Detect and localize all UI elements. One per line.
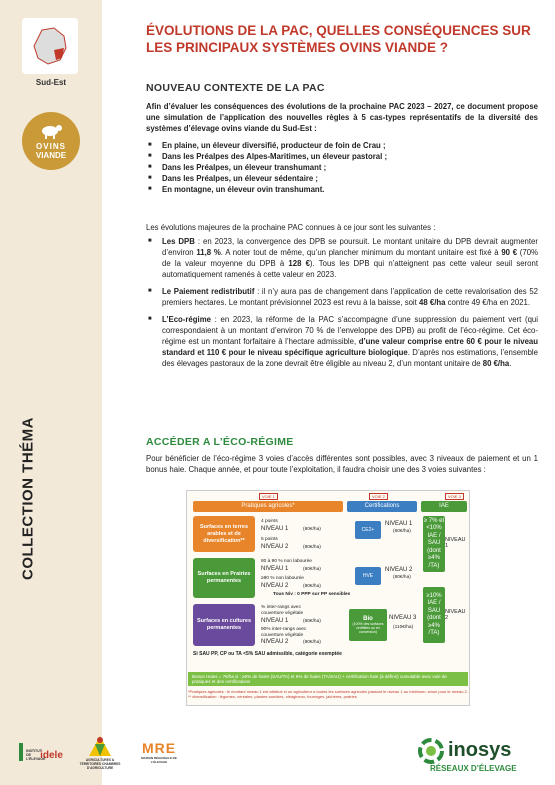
- r1-level1: NIVEAU 1: [261, 526, 289, 532]
- list-item-dpb: [146, 236, 538, 280]
- iae-box-1: ≥ 7% et <10% IAE / SAU (dont ≥4% /TA): [423, 516, 445, 572]
- pr-amount: 48 €/ha: [419, 298, 446, 307]
- cert-level2: NIVEAU 2: [385, 567, 413, 573]
- list-item: ■ En plaine, un éleveur diversifié, producteur de foin de Crau ;: [146, 140, 538, 151]
- r3-label-a: % inter-rangs avec couverture végétale: [261, 605, 304, 616]
- cert-bio-label: Bio: [363, 616, 373, 622]
- list-item: ■ En montagne, un éleveur ovin transhumant.: [146, 184, 538, 195]
- dpb-text: : en 2023, la convergence des DPB se poursuit. Le montant unitaire du DPB devrait augmenter d’environ: [162, 237, 538, 257]
- france-map-logo: [22, 18, 78, 74]
- dpb-pct: 11,8 %: [196, 248, 221, 257]
- collection-label-wrap: [0, 380, 60, 640]
- region-label: Sud-Est: [35, 78, 67, 87]
- page-title: ÉVOLUTIONS DE LA PAC, QUELLES CONSÉQUENCES SUR LES PRINCIPAUX SYSTÈMES OVINS VIANDE ?: [146, 23, 531, 55]
- badge-line1: OVINS: [36, 142, 66, 151]
- r1-level2: NIVEAU 2: [261, 544, 289, 550]
- r3-level1: NIVEAU 1: [261, 618, 289, 624]
- cert-bio: [349, 609, 387, 641]
- voie1-label: VOIE 1: [259, 493, 278, 500]
- chambre-logo-text: AGRICULTURES & TERRITOIRES CHAMBRES D’AGRICULTURE: [79, 758, 121, 770]
- france-map-icon: [28, 24, 72, 68]
- row-prairies: Surfaces en Prairies permanentes: [193, 558, 255, 598]
- voie2-label: VOIE 2: [369, 493, 388, 500]
- iae-level1: NIVEAU 1: [445, 537, 466, 549]
- ovins-viande-badge: [22, 112, 80, 170]
- chambre-agriculture-logo: [76, 730, 124, 774]
- cert-price3: (110€/ha): [393, 625, 414, 630]
- chambre-leaf-icon: [87, 734, 113, 758]
- r2-note: Tous Niv : 0 PPP sur PP sensibles: [273, 592, 351, 597]
- schema-footnote: *Pratiques agricoles : le montant niveau 1 est attribué si un agriculteur a toutes les surfaces agricoles passant le niveau 1 au minimum, sinon pour le niveau 2. ** diversification : légumes, céréales, plantes sarclées, oléagineux, fourrages, jachères, prairies: [188, 689, 468, 699]
- r1-points-a: 4 points: [261, 519, 278, 524]
- collection-label: COLLECTION THÉMA: [19, 417, 37, 580]
- r1-points-b: 5 points: [261, 537, 278, 542]
- list-item-pr: [146, 286, 538, 308]
- r2-level2: NIVEAU 2: [261, 583, 289, 589]
- r3-price2: (80€/ha): [303, 640, 321, 645]
- badge-line2: VIANDE: [35, 151, 67, 160]
- mre-logo-brand: MRE: [141, 740, 177, 756]
- col-head-certifications: Certifications: [347, 501, 417, 512]
- dpb-label: Les DPB: [162, 237, 195, 246]
- pr-label: Le Paiement redistributif: [162, 287, 255, 296]
- section1-intro: Afin d’évaluer les conséquences des évolutions de la prochaine PAC 2023 – 2027, ce document propose une simulation de l’application des nouvelles règles à 5 cas-types représentatifs de la diversité des systèmes d’élevage ovins viande du Sud-Est :: [146, 102, 538, 133]
- iae-box-2: ≥10% IAE / SAU (dont ≥4% /TA): [423, 587, 445, 643]
- pr-text2: contre 49 €/ha en 2021.: [445, 298, 531, 307]
- eco-end: .: [509, 359, 512, 368]
- section1-heading: NOUVEAU CONTEXTE DE LA PAC: [146, 82, 325, 94]
- list-item: ■ Dans les Préalpes, un éleveur sédentaire ;: [146, 173, 538, 184]
- idele-logo: [18, 732, 64, 772]
- pr-text: : il n’y aura pas de changement dans l’application de cette revalorisation des 52 premiers hectares. Le montant prévisionnel 2023 est revu à la baisse, soit: [162, 287, 538, 307]
- eco-text: : en 2023, la réforme de la PAC s’accompagne d’une suppression du paiement vert (qui correspondaient à un montant d’environ 70 % de l’enveloppe des DPB) au profit de l’éco-régime. Cet éco-régime est un montant forfaitaire à l’hectare admissible,: [162, 315, 538, 346]
- voie3-label: VOIE 3: [445, 493, 464, 500]
- section2-heading: ACCÉDER A L’ÉCO-RÉGIME: [146, 436, 294, 448]
- note-sau: Si SAU PP, CP ou TA <5% SAU admissible, catégorie exemptée: [193, 651, 342, 657]
- r2-price2: (80€/ha): [303, 584, 321, 589]
- r1-price2: (80€/ha): [303, 545, 321, 550]
- row-cultures-permanentes: Surfaces en cultures permanentes: [193, 604, 255, 646]
- r2-price1: (60€/ha): [303, 567, 321, 572]
- evolutions-list: [146, 236, 538, 369]
- inosys-sub: RÉSEAUX D’ÉLEVAGE: [430, 763, 517, 773]
- iae-level2: NIVEAU 2: [445, 609, 466, 621]
- dpb-floor: 90 €: [501, 248, 518, 257]
- list-item: ■ Dans les Préalpes, un éleveur transhumant ;: [146, 162, 538, 173]
- cert-price1: (60€/ha): [393, 529, 411, 534]
- dpb-text4: ). Tous les DPB qui n’atteignent pas cette valeur seuil seront automatiquement ramenés à cette valeur en 2023.: [162, 259, 538, 279]
- eco-bold: d’une valeur comprise entre 60 € pour le niveau standard et 110 € pour le niveau spécifique agriculture biologique: [162, 337, 539, 357]
- cert-level3: NIVEAU 3: [389, 615, 417, 621]
- cert-ce2: CE2+: [355, 521, 381, 539]
- inosys-swirl-icon: [418, 738, 444, 764]
- dpb-text3: (70% de la valeur moyenne du DPB à: [162, 248, 539, 268]
- row-terres-arables: Surfaces en terres arables et de diversification**: [193, 516, 255, 552]
- col-head-iae: IAE: [421, 501, 467, 512]
- inosys-logo: [418, 732, 538, 778]
- list-item: ■ Dans les Préalpes des Alpes-Maritimes, un éleveur pastoral ;: [146, 151, 538, 162]
- cert-price2: (80€/ha): [393, 575, 411, 580]
- eco-amount: 80 €/ha: [482, 359, 510, 368]
- idele-logo-text: INSTITUT DE L’ÉLEVAGE: [26, 749, 46, 761]
- list-item-eco: [146, 314, 538, 369]
- r1-price1: (60€/ha): [303, 527, 321, 532]
- idele-brand: idele: [40, 750, 63, 761]
- sheep-icon: [39, 122, 63, 140]
- eco-label: L’Eco-régime: [162, 315, 211, 324]
- r2-label-b: ≥90 % non labourée: [261, 576, 304, 581]
- cases-list: [146, 140, 538, 195]
- r2-level1: NIVEAU 1: [261, 566, 289, 572]
- dpb-text2: . A noter tout de même, qu’un plancher minimum du montant unitaire est fixé à: [220, 248, 502, 257]
- col-head-pratiques: Pratiques agricoles*: [193, 501, 343, 512]
- cert-hve: HVE: [355, 567, 381, 585]
- r3-label-b: 90% inter-rangs avec couverture végétale: [261, 627, 307, 638]
- dpb-avg: 128 €: [288, 259, 310, 268]
- mre-logo-sub: MAISON RÉGIONALE DE L’ÉLEVAGE: [141, 756, 177, 764]
- mre-logo: [136, 730, 182, 774]
- section2-text: Pour bénéficier de l’éco-régime 3 voies d’accès différentes sont possibles, avec 3 niveaux de paiement et un 1 bonus haie. Chaque année, et pour toute l’exploitation, il faudra choisir une des 3 voies suivantes :: [146, 454, 538, 474]
- cert-level1: NIVEAU 1: [385, 521, 413, 527]
- eco-text2: . D’après nos estimations, l’ensemble des élevages pastoraux de la zone devrait être éligible au niveau 2, d’un montant unitaire de: [162, 348, 538, 368]
- bonus-haie-strip: Bonus Haies = 7€/ha si : ≥6% de haies (SAU/TA) et 6% de haies (TA/SAU) + certification haie (à définir) cumulable avec voie de pratiques et des certifications: [188, 672, 468, 686]
- r3-price1: (60€/ha): [303, 619, 321, 624]
- inosys-brand: inosys: [448, 739, 512, 761]
- r3-level2: NIVEAU 2: [261, 639, 289, 645]
- evolutions-intro: Les évolutions majeures de la prochaine PAC connues à ce jour sont les suivantes :: [146, 223, 436, 232]
- cert-bio-sub: (100% des surfaces certifiées ou en conversion): [352, 622, 384, 634]
- r2-label-a: 80 à 90 % non labourée: [261, 559, 312, 564]
